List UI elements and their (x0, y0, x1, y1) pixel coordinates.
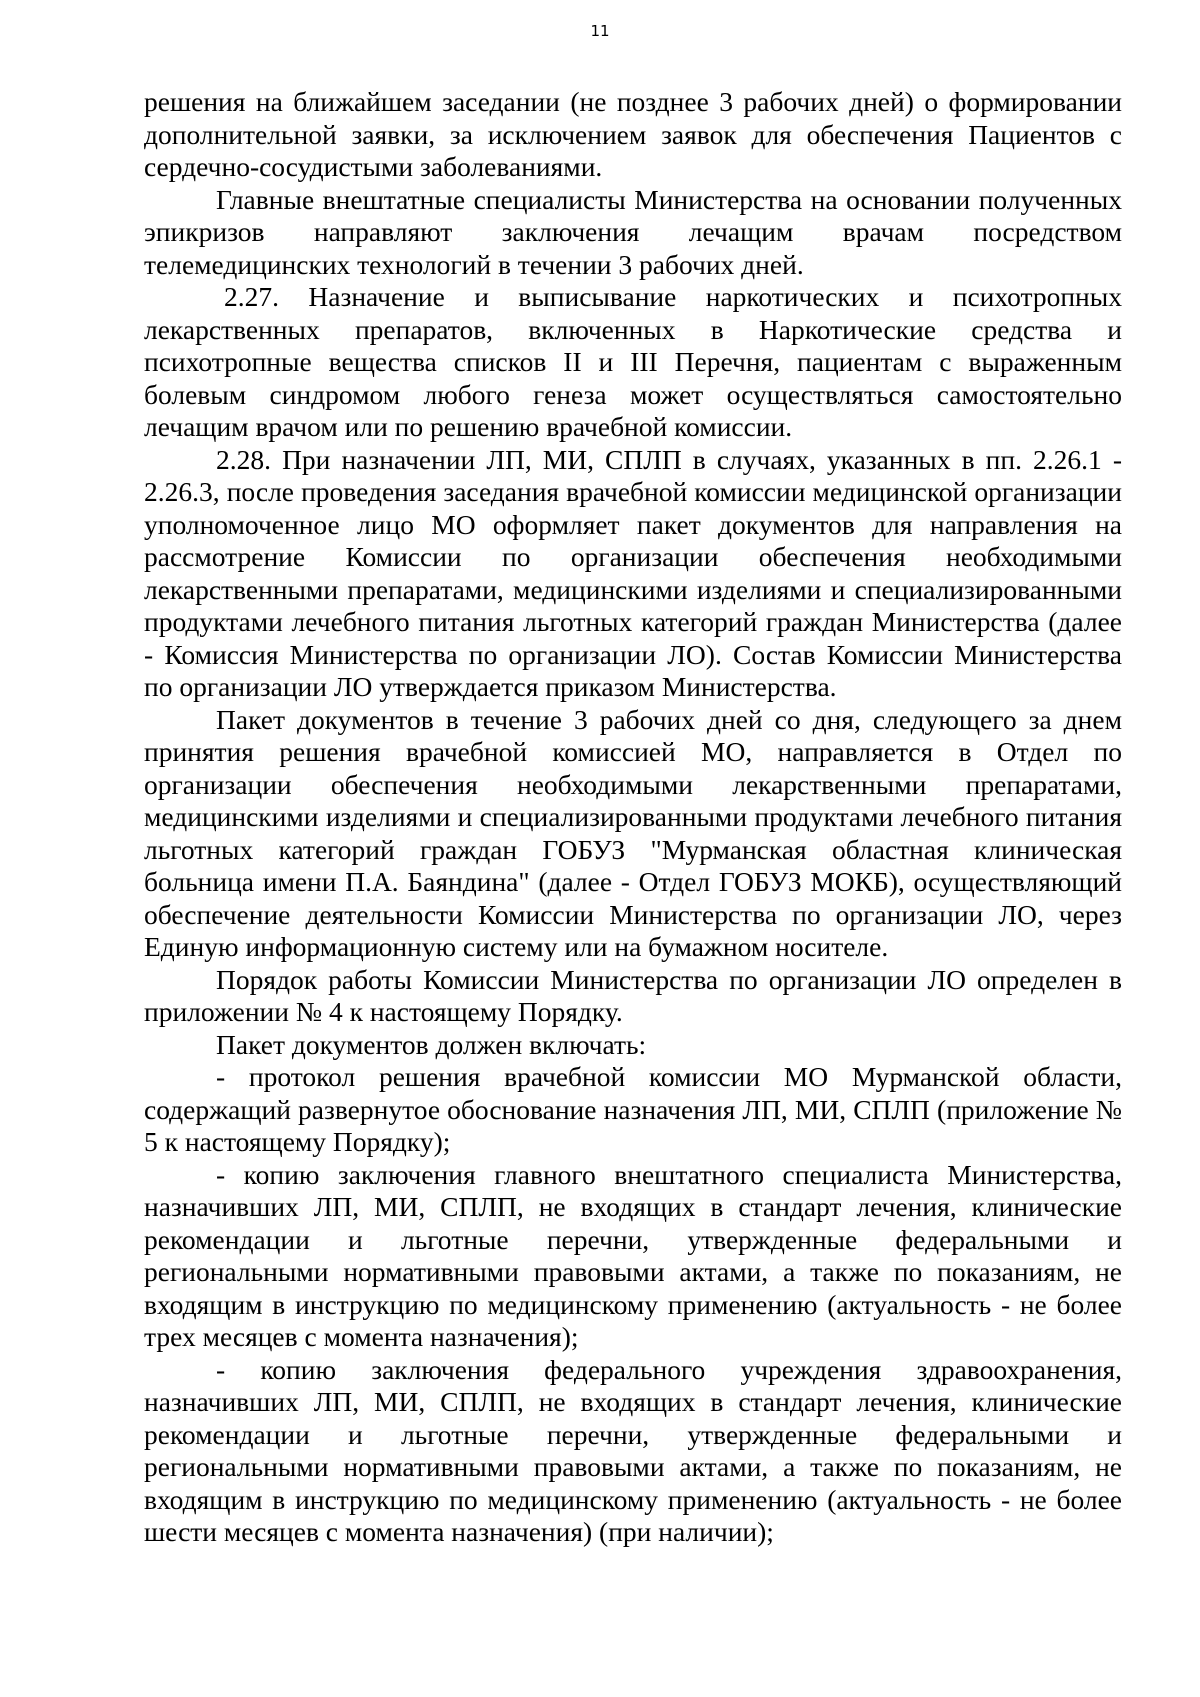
paragraph-commission-procedure: Порядок работы Комиссии Министерства по организации ЛО определен в приложении № 4 к настоящему Порядку. (144, 963, 1122, 1027)
paragraph-package-contents: Пакет документов должен включать: (216, 1028, 647, 1060)
paragraph-2-28: 2.28. При назначении ЛП, МИ, СПЛП в случаях, указанных в пп. 2.26.1 - 2.26.3, после проведения заседания врачебной комиссии медицинской организации уполномоченное лицо МО оформляет пакет документов для направления на рассмотрение Комиссии по организации обеспечения необходимыми лекарственными препаратами, медицинскими изделиями и специализированными продуктами лечебного питания льготных категорий граждан Министерства (далее - Комиссия Министерства по организации ЛО). Состав Комиссии Министерства по организации ЛО утверждается приказом Министерства. (144, 443, 1122, 702)
list-item-chief-specialist-conclusion: - копию заключения главного внештатного специалиста Министерства, назначивших ЛП, МИ, СПЛП, не входящих в стандарт лечения, клинические рекомендации и льготные перечни, утвержденные федеральными и региональными нормативными правовыми актами, а также по показаниям, не входящим в инструкцию по медицинскому применению (актуальность - не более трех месяцев с момента назначения); (144, 1158, 1122, 1352)
list-item-federal-institution-conclusion: - копию заключения федерального учреждения здравоохранения, назначивших ЛП, МИ, СПЛП, не входящих в стандарт лечения, клинические рекомендации и льготные перечни, утвержденные федеральными и региональными нормативными правовыми актами, а также по показаниям, не входящим в инструкцию по медицинскому применению (актуальность - не более шести месяцев с момента назначения) (при наличии); (144, 1353, 1122, 1547)
page-number: 11 (590, 22, 610, 40)
paragraph-document-package: Пакет документов в течение 3 рабочих дней со дня, следующего за днем принятия решения врачебной комиссией МО, направляется в Отдел по организации обеспечения необходимыми лекарственными препаратами, медицинскими изделиями и специализированными продуктами лечебного питания льготных категорий граждан ГОБУЗ "Мурманская областная клиническая больница имени П.А. Баяндина" (далее - Отдел ГОБУЗ МОКБ), осуществляющий обеспечение деятельности Комиссии Министерства по организации ЛО, через Единую информационную систему или на бумажном носителе. (144, 703, 1122, 962)
paragraph-chief-specialists: Главные внештатные специалисты Министерства на основании полученных эпикризов направляют заключения лечащим врачам посредством телемедицинских технологий в течении 3 рабочих дней. (144, 183, 1122, 280)
document-body (144, 86, 1122, 1549)
paragraph-2-27: 2.27. Назначение и выписывание наркотических и психотропных лекарственных препаратов, включенных в Наркотические средства и психотропные вещества списков II и III Перечня, пациентам с выраженным болевым синдромом любого генеза может осуществляться самостоятельно лечащим врачом или по решению врачебной комиссии. (144, 281, 1122, 442)
list-item-protocol: - протокол решения врачебной комиссии МО Мурманской области, содержащий развернутое обоснование назначения ЛП, МИ, СПЛП (приложение № 5 к настоящему Порядку); (144, 1061, 1122, 1157)
paragraph-continuation: решения на ближайшем заседании (не позднее 3 рабочих дней) о формировании дополнительной заявки, за исключением заявок для обеспечения Пациентов с сердечно-сосудистыми заболеваниями. (144, 86, 1122, 182)
